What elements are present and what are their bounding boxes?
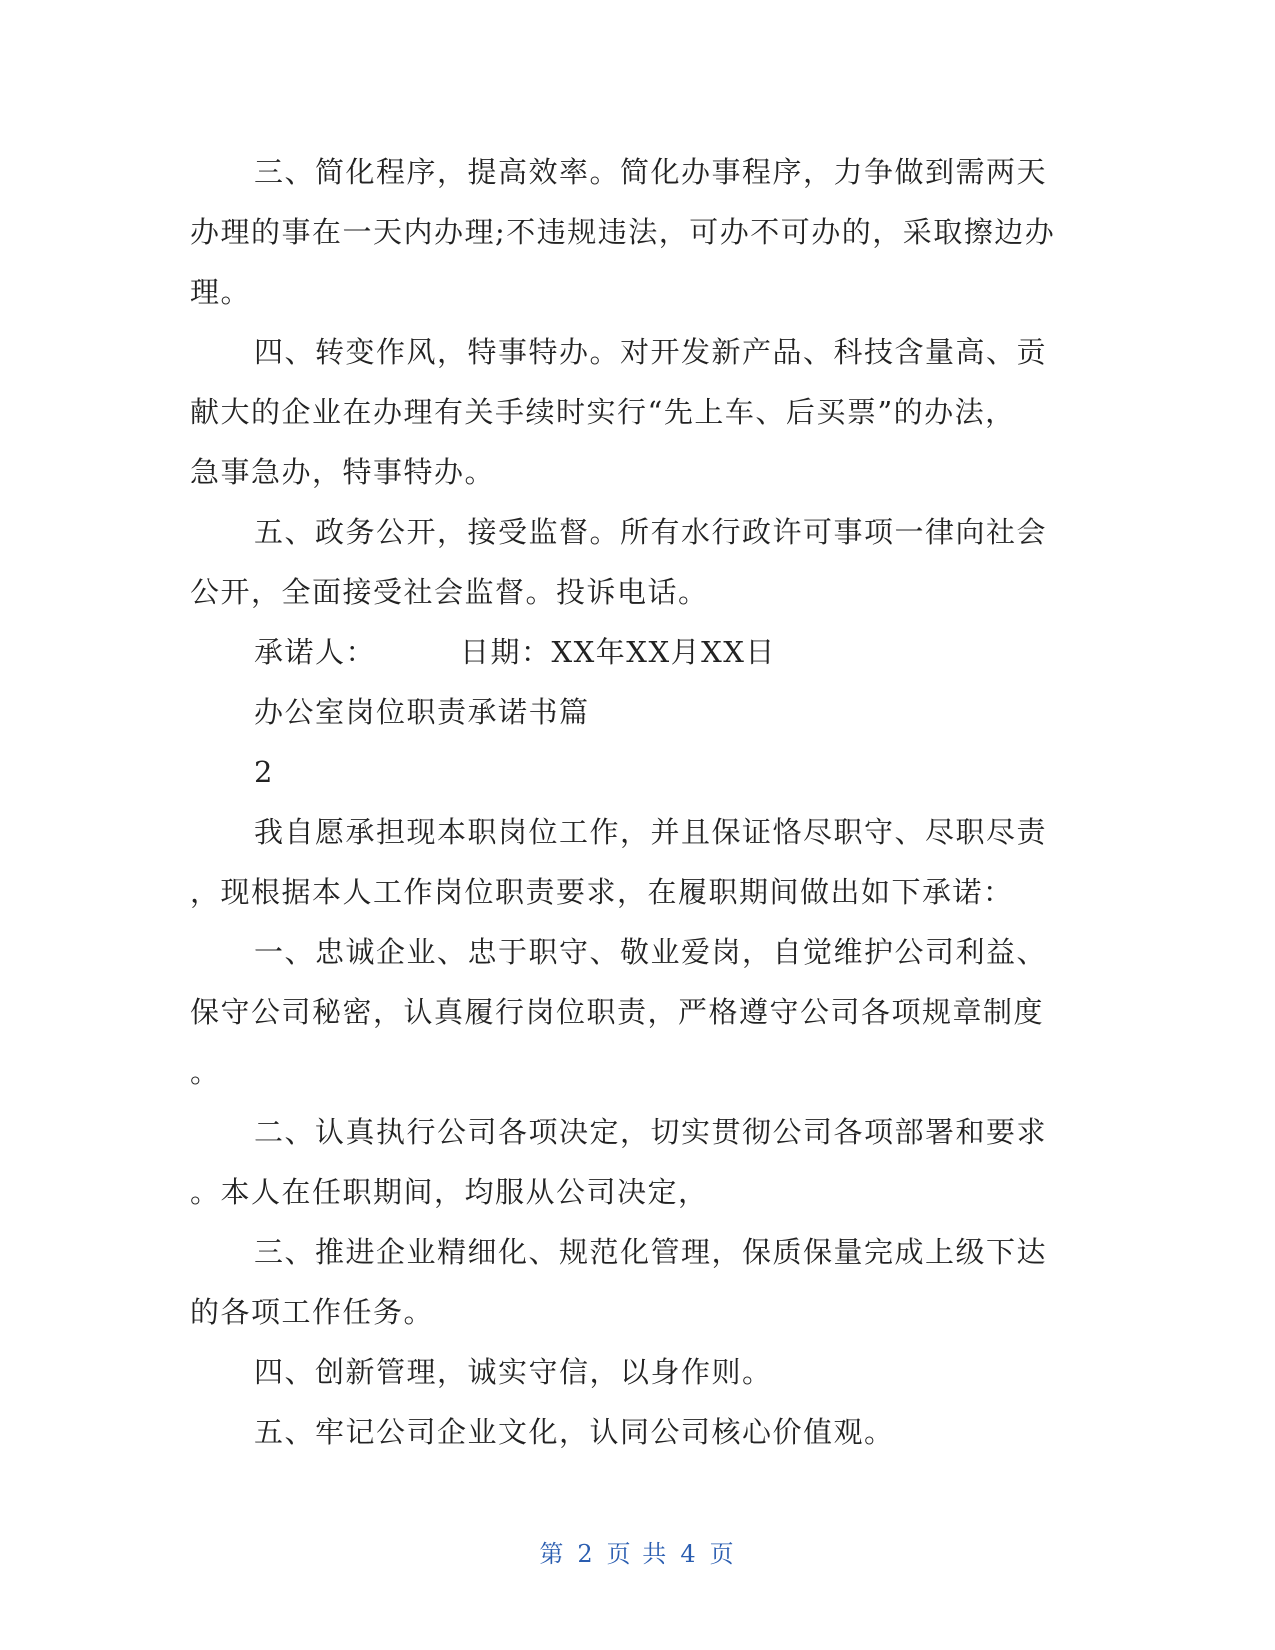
promiser-label: 承诺人： [254, 635, 377, 669]
paragraph-line: 公开，全面接受社会监督。投诉电话。 [190, 575, 709, 609]
paragraph-line: 献大的企业在办理有关手续时实行“先上车、后买票”的办法， [190, 395, 1016, 429]
paragraph-line: 。本人在任职期间，均服从公司决定， [190, 1175, 709, 1209]
footer-middle: 页 共 [606, 1540, 669, 1568]
paragraph-line: 急事急办，特事特办。 [190, 455, 496, 489]
paragraph-line: 一、忠诚企业、忠于职守、敬业爱岗，自觉维护公司利益、 [254, 935, 1048, 969]
paragraph-line: 我自愿承担现本职岗位工作，并且保证恪尽职守、尽职尽责 [254, 815, 1048, 849]
paragraph-line: 四、创新管理，诚实守信，以身作则。 [254, 1355, 773, 1389]
paragraph-line: 五、牢记公司企业文化，认同公司核心价值观。 [254, 1415, 895, 1449]
paragraph-line: ，现根据本人工作岗位职责要求，在履职期间做出如下承诺： [190, 875, 1014, 909]
footer-total-pages: 4 [680, 1540, 698, 1568]
date-label: 日期：XX年XX月XX日 [460, 635, 776, 669]
section-title: 办公室岗位职责承诺书篇 [254, 695, 590, 729]
paragraph-line: 保守公司秘密，认真履行岗位职责，严格遵守公司各项规章制度 [190, 995, 1045, 1029]
paragraph-line: 办理的事在一天内办理;不违规违法，可办不可办的，采取擦边办 [190, 215, 1056, 249]
paragraph-line: 的各项工作任务。 [190, 1295, 435, 1329]
footer-page-number: 2 [577, 1540, 595, 1568]
paragraph-line: 二、认真执行公司各项决定，切实贯彻公司各项部署和要求 [254, 1115, 1048, 1149]
document-body [190, 142, 1070, 1462]
page-footer [0, 1534, 1275, 1569]
paragraph-line: 理。 [190, 275, 252, 309]
signature-line [190, 622, 1070, 682]
paragraph-line: 五、政务公开，接受监督。所有水行政许可事项一律向社会 [254, 515, 1048, 549]
paragraph-line: 三、简化程序，提高效率。简化办事程序，力争做到需两天 [254, 155, 1048, 189]
paragraph-line: 三、推进企业精细化、规范化管理，保质保量完成上级下达 [254, 1235, 1048, 1269]
paragraph-line: 。 [190, 1055, 221, 1089]
paragraph-line: 四、转变作风，特事特办。对开发新产品、科技含量高、贡 [254, 335, 1048, 369]
footer-prefix: 第 [539, 1540, 566, 1568]
section-number: 2 [254, 755, 274, 789]
footer-suffix: 页 [709, 1540, 736, 1568]
